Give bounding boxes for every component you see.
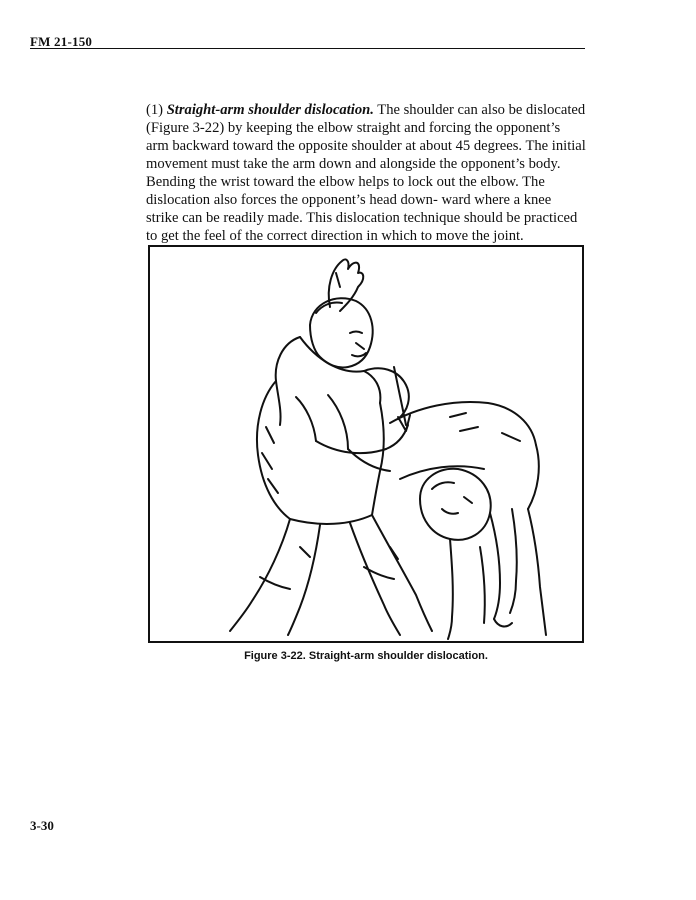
technique-illustration	[150, 247, 582, 641]
figure-frame	[148, 245, 584, 643]
paragraph-number: (1)	[146, 102, 164, 118]
paragraph-lead-title: Straight-arm shoulder dislocation.	[166, 102, 374, 118]
manual-code: FM 21-150	[30, 34, 93, 49]
figure-caption: Figure 3-22. Straight-arm shoulder dislocation.	[244, 650, 488, 662]
page-number: 3-30	[30, 818, 54, 833]
page-header	[30, 34, 585, 49]
paragraph-body: The shoulder can also be dislocated (Figure 3-22) by keeping the elbow straight and forcing the opponent’s arm backward toward the opposite shoulder at about 45 degrees. The initial movement must take the arm down and alongside the opponent’s body. Bending the wrist toward the elbow helps to lock out the elbow. The dislocation also forces the opponent’s head down- ward where a knee strike can be readily made. This dislocation technique should be practiced to get the feel of the correct direction in which to move the joint.	[146, 102, 586, 244]
body-paragraph	[146, 101, 586, 245]
